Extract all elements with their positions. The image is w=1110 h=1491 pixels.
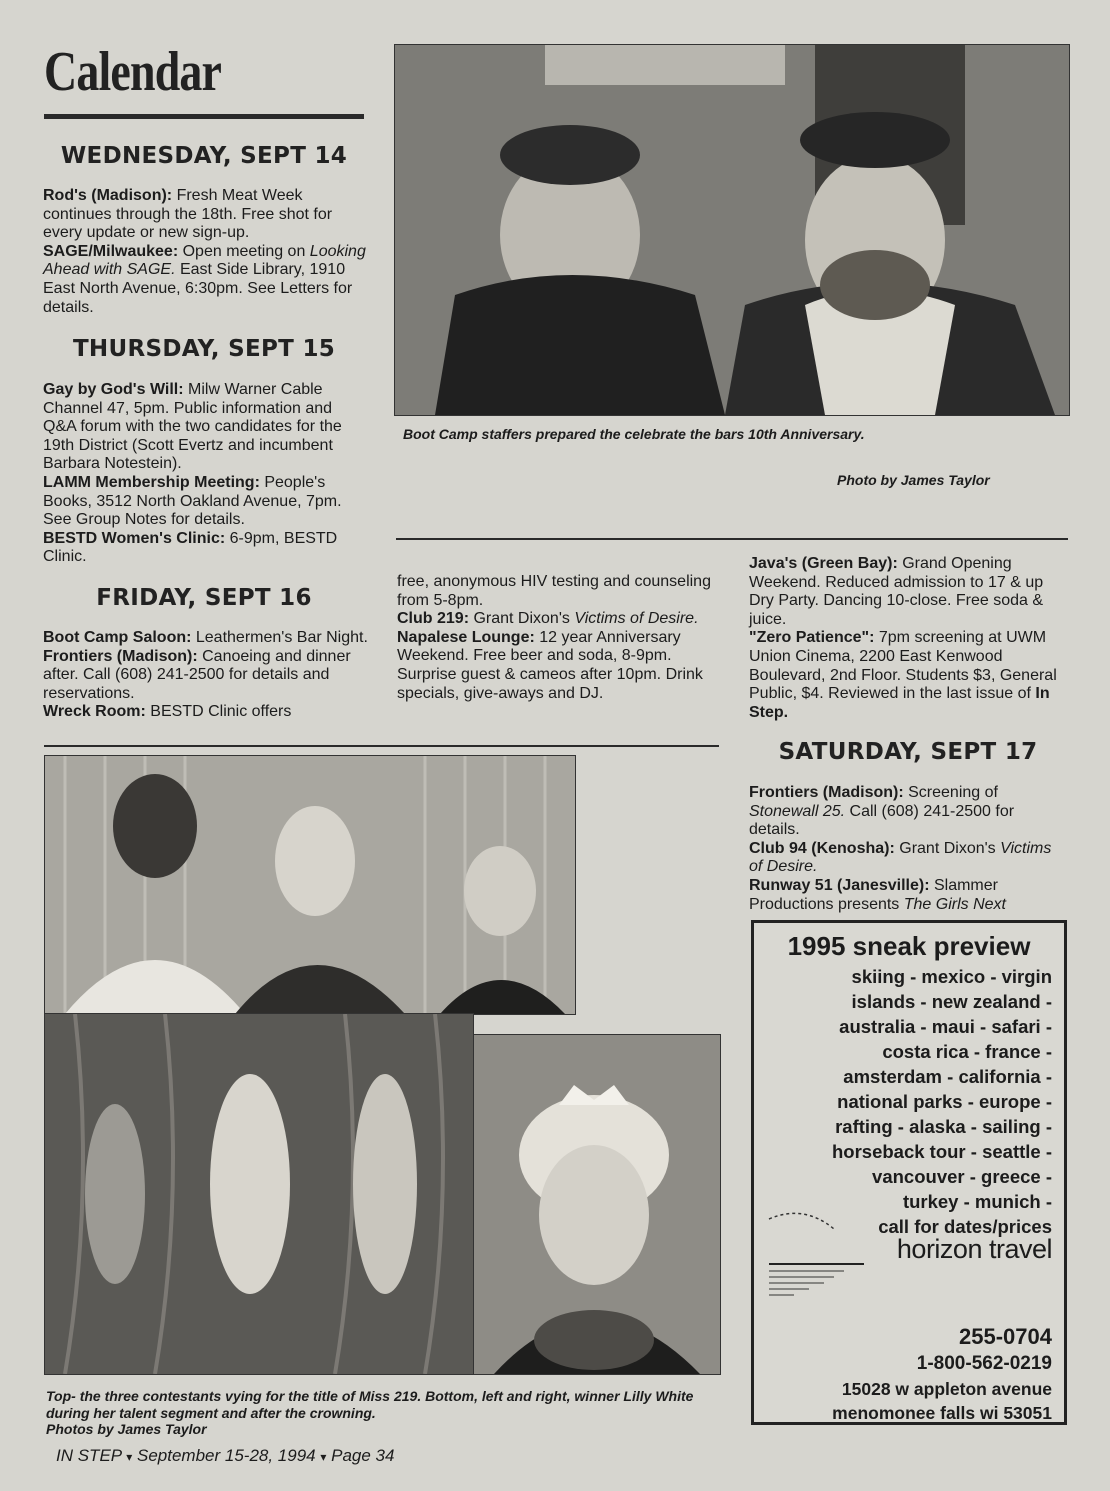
list-item: islands - new zealand - bbox=[851, 991, 1052, 1012]
list-item: Gay by God's Will: Milw Warner Cable Channel 47, 5pm. Public information and Q&A forum with the two candidates for the 19th District (Scott Evertz and incumbent Barbara Notestein). bbox=[43, 381, 342, 473]
list-item: "Zero Patience": 7pm screening at UWM Union Cinema, 2200 East Kenwood Boulevard, 2nd Floor. Students $3, General Public, $4. Reviewed in the last issue of In Step. bbox=[749, 629, 1057, 721]
list-item: SAGE/Milwaukee: Open meeting on Looking Ahead with SAGE. East Side Library, 1910 East North Avenue, 6:30pm. See Letters for details. bbox=[43, 242, 366, 316]
list-item: BESTD Women's Clinic: 6-9pm, BESTD Clinic. bbox=[43, 529, 338, 566]
page-title: Calendar bbox=[44, 41, 222, 103]
list-item: national parks - europe - bbox=[837, 1091, 1052, 1112]
horizon-travel-ad bbox=[751, 920, 1067, 1425]
list-item: turkey - munich - bbox=[902, 1191, 1052, 1212]
destination-list bbox=[754, 964, 1064, 1239]
list-item: Java's (Green Bay): Grand Opening Weekend. Reduced admission to 17 & up Dry Party. Dancing 10-close. Free soda & juice. bbox=[749, 555, 1044, 628]
horizon-logo-icon bbox=[764, 1199, 864, 1309]
list-item: Club 219: Grant Dixon's Victims of Desire. bbox=[397, 610, 699, 628]
list-item: australia - maui - safari - bbox=[839, 1016, 1052, 1037]
day-heading-wednesday: WEDNESDAY, SEPT 14 bbox=[60, 143, 348, 169]
list-item: Frontiers (Madison): Screening of Stonewall 25. Call (608) 241-2500 for details. bbox=[749, 784, 1015, 839]
phone-toll-free: 1-800-562-0219 bbox=[916, 1353, 1052, 1374]
wednesday-entries bbox=[43, 187, 368, 317]
list-item: call for dates/prices bbox=[878, 1216, 1052, 1237]
boot-camp-photo bbox=[394, 44, 1070, 416]
list-item: free, anonymous HIV testing and counseling from 5-8pm. bbox=[397, 573, 711, 609]
separator-icon: ▾ bbox=[320, 1450, 327, 1464]
top-photo-caption: Boot Camp staffers prepared the celebrate the bars 10th Anniversary. bbox=[403, 426, 865, 442]
photo-divider bbox=[44, 745, 719, 747]
address-line-2: menomonee falls wi 53051 bbox=[832, 1403, 1052, 1423]
list-item: LAMM Membership Meeting: People's Books, 3512 North Oakland Avenue, 7pm. See Group Notes for details. bbox=[43, 473, 342, 529]
thursday-entries bbox=[43, 381, 368, 567]
list-item: Rod's (Madison): Fresh Meat Week continues through the 18th. Free shot for every update or new sign-up. bbox=[43, 187, 333, 242]
day-heading-saturday: SATURDAY, SEPT 17 bbox=[778, 739, 1038, 765]
list-item: horseback tour - seattle - bbox=[831, 1141, 1052, 1162]
crowning-photo bbox=[473, 1034, 721, 1375]
list-item: Wreck Room: BESTD Clinic offers bbox=[43, 703, 292, 721]
saturday-entries bbox=[749, 784, 1065, 914]
friday-col1 bbox=[43, 629, 373, 722]
day-heading-thursday: THURSDAY, SEPT 15 bbox=[72, 336, 336, 362]
list-item: skiing - mexico - virgin bbox=[851, 966, 1052, 987]
day-heading-friday: FRIDAY, SEPT 16 bbox=[96, 585, 312, 611]
title-rule bbox=[44, 114, 364, 119]
list-item: costa rica - france - bbox=[882, 1041, 1052, 1062]
list-item: Napalese Lounge: 12 year Anniversary Weekend. Free beer and soda, 8-9pm. Surprise guest & cameos after 10pm. Drink specials, give-aways and DJ. bbox=[397, 628, 703, 702]
friday-col2 bbox=[397, 573, 727, 703]
list-item: Frontiers (Madison): Canoeing and dinner after. Call (608) 241-2500 for details and reservations. bbox=[43, 647, 351, 702]
address-line-1: 15028 w appleton avenue bbox=[841, 1379, 1052, 1399]
friday-col3 bbox=[749, 555, 1064, 722]
ad-logo-area bbox=[754, 1234, 1064, 1311]
separator-icon: ▾ bbox=[126, 1450, 133, 1464]
ad-contact bbox=[754, 1323, 1064, 1425]
phone-local: 255-0704 bbox=[959, 1324, 1052, 1349]
list-item: Club 94 (Kenosha): Grant Dixon's Victims of Desire. bbox=[749, 839, 1052, 876]
list-item: Runway 51 (Janesville): Slammer Productions presents The Girls Next bbox=[749, 876, 1006, 913]
list-item: amsterdam - california - bbox=[843, 1066, 1052, 1087]
ad-title: 1995 sneak preview bbox=[787, 931, 1031, 961]
list-item: vancouver - greece - bbox=[872, 1166, 1052, 1187]
list-item: rafting - alaska - sailing - bbox=[835, 1116, 1052, 1137]
talent-segment-photo bbox=[44, 1013, 474, 1375]
bottom-photo-caption: Top- the three contestants vying for the title of Miss 219. Bottom, left and right, winner Lilly White during her talent segment and after the crowning. Photos by James Taylor bbox=[46, 1388, 694, 1437]
issue-dates: September 15-28, 1994 bbox=[137, 1446, 316, 1465]
page-number: Page 34 bbox=[331, 1446, 395, 1465]
page-footer bbox=[56, 1446, 394, 1466]
section-divider bbox=[396, 538, 1068, 540]
publication-name: IN STEP bbox=[56, 1446, 122, 1465]
contestants-photo bbox=[44, 755, 576, 1015]
list-item: Boot Camp Saloon: Leathermen's Bar Night. bbox=[43, 629, 368, 646]
ad-brand: horizon travel bbox=[896, 1234, 1052, 1264]
top-photo-credit: Photo by James Taylor bbox=[837, 472, 990, 488]
